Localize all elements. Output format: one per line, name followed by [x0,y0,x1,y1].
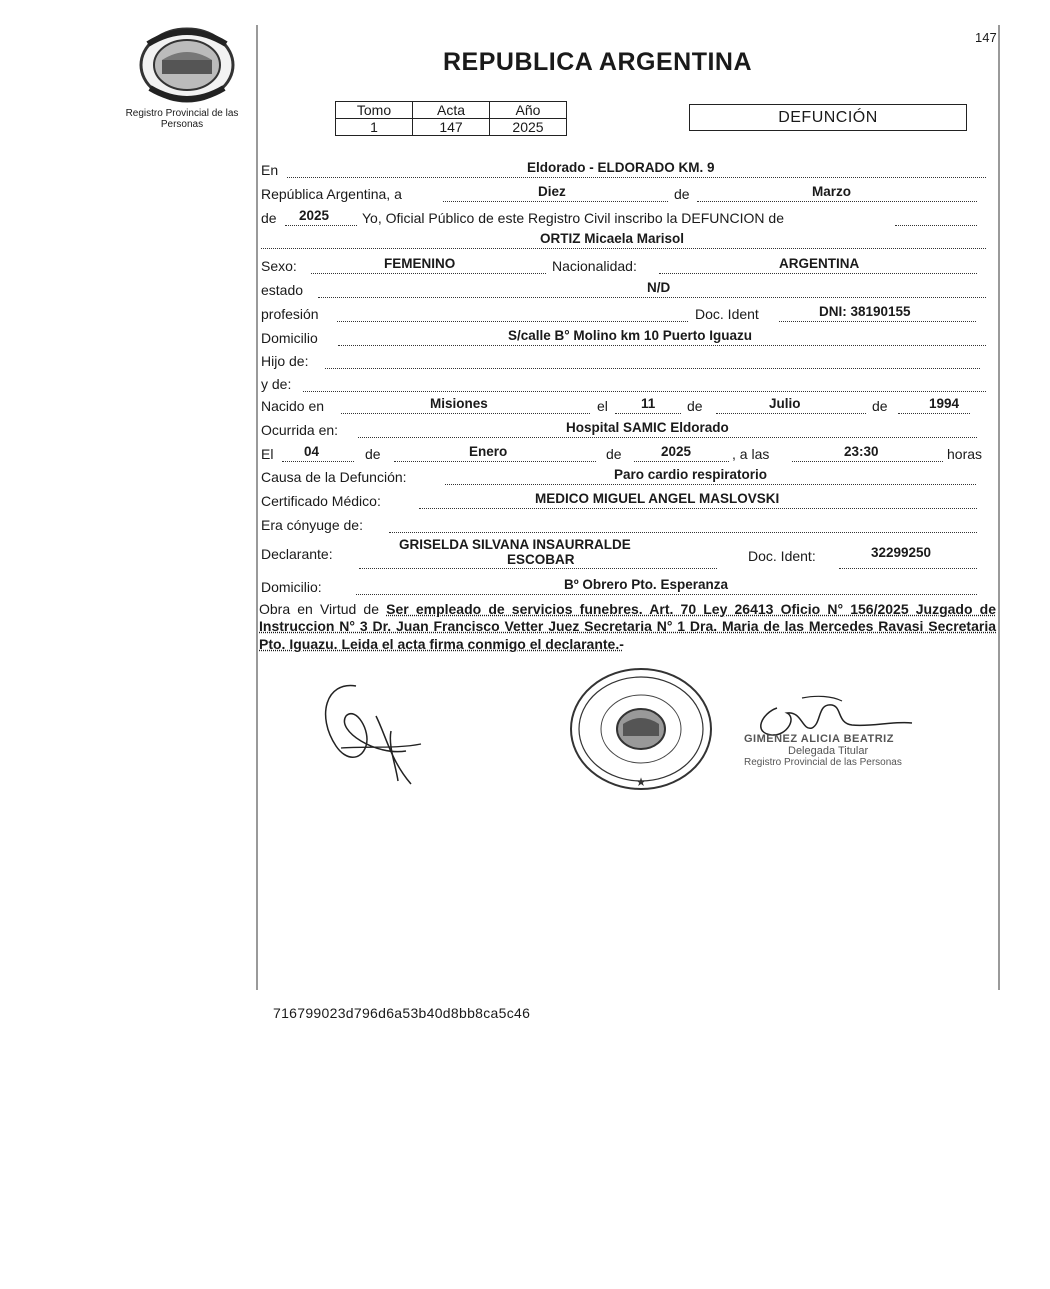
registry-caption: Registro Provincial de las Personas [125,108,239,130]
doc-field [779,304,976,322]
doc2-value: 32299250 [871,545,932,560]
yde-label: y de: [261,376,292,392]
cert-label: Certificado Médico: [261,493,381,509]
anio-label: Año [490,102,567,119]
doc2-label: Doc. Ident: [748,548,816,564]
def-dia-field [282,444,354,462]
doc-label: Doc. Ident [695,306,759,322]
de5-label: de [365,446,381,462]
row-fecha-defuncion [261,444,986,464]
declarante-field [359,537,717,569]
obra-value: Ser empleado de servicios funebres. Art. 70 Ley 26413 Oficio N° 156/2025 Juzgado de Instruccion N° 3 Dr. Juan Francisco Vetter Juez Secretaria N° 1 Dra. Maria de las Mercedes Ravasi Secretaria Pto. Iguazu. Leida el acta firma conmigo el declarante.- [259,601,996,652]
yde-field [303,374,986,392]
svg-text:★: ★ [635,775,647,789]
en-field [287,160,986,178]
sexo-field [311,256,546,274]
def-anio-field [634,444,729,462]
anio-value: 2025 [490,119,567,136]
row-certificado [261,491,986,511]
en-value: Eldorado - ELDORADO KM. 9 [527,160,715,175]
document-type-box: DEFUNCIÓN [689,104,967,131]
declarante-label: Declarante: [261,546,333,562]
sexo-value: FEMENINO [384,256,456,271]
estado-label: estado [261,282,304,298]
de4-label: de [872,398,888,414]
signatory-role: Delegada Titular [788,745,869,757]
row-inscribo [261,208,986,228]
acta-label: Acta [413,102,490,119]
hora-field [792,444,943,462]
row-domicilio [261,328,986,348]
row-domicilio2 [261,577,986,597]
row-fecha [261,184,986,204]
row-nombre [261,231,986,251]
estado-field [318,280,986,298]
conyuge-label: Era cónyuge de: [261,517,363,533]
ocurrida-field [358,420,977,438]
rep-label: República Argentina, a [261,186,402,202]
domicilio2-value: Bº Obrero Pto. Esperanza [564,577,728,592]
nac-mes-value: Julio [769,396,801,411]
dia-value: Diez [538,184,566,199]
dom2-label: Domicilio: [261,579,322,595]
de1-label: de [674,186,690,202]
de3-label: de [687,398,703,414]
row-conyuge [261,515,986,535]
horas-label: horas [947,446,983,462]
row-en [261,160,986,180]
domicilio-value: S/calle B° Molino km 10 Puerto Iguazu [508,328,752,343]
tomo-value: 1 [336,119,413,136]
inscribo-text: Yo, Oficial Público de este Registro Civil inscribo la DEFUNCION de [362,210,784,226]
row-nacido [261,396,986,416]
row-hijo [261,351,986,371]
hijo-label: Hijo de: [261,353,309,369]
acta-value: 147 [413,119,490,136]
row-yde [261,374,986,394]
page-number: 147 [975,30,997,45]
nacionalidad-value: ARGENTINA [779,256,860,271]
en-label: En [261,162,279,178]
nacido-value: Misiones [430,396,488,411]
signatory-block [744,733,902,769]
mes-value: Marzo [812,184,852,199]
right-margin-line [998,25,1000,990]
declarante-signature [316,676,426,788]
nombre-value: ORTIZ Micaela Marisol [540,231,685,246]
obra-label: Obra en Virtud de [259,601,379,617]
tomo-label: Tomo [336,102,413,119]
row-ocurrida [261,420,986,440]
def-anio-value: 2025 [661,444,692,459]
el2-label: El [261,446,274,462]
prof-field [337,304,688,322]
nac-dia-field [615,396,681,414]
de2-label: de [261,210,277,226]
def-mes-value: Enero [469,444,508,459]
nacido-field [341,396,590,414]
doc2-field [839,537,977,569]
causa-field [445,467,976,485]
nac-mes-field [716,396,866,414]
nac-anio-value: 1994 [929,396,960,411]
estado-value: N/D [647,280,671,295]
def-mes-field [394,444,596,462]
dom-field [338,328,986,346]
doc-value: DNI: 38190155 [819,304,911,319]
province-seal-logo [138,26,236,104]
obra-en-virtud-paragraph [259,601,996,653]
alas-label: , a las [732,446,770,462]
nac-field [659,256,977,274]
document-hash: 716799023d796d6a53b40d8bb8ca5c46 [273,1005,531,1021]
ocurrida-label: Ocurrida en: [261,422,339,438]
hora-value: 23:30 [844,444,879,459]
causa-label: Causa de la Defunción: [261,469,407,485]
declarante-value-2: ESCOBAR [507,552,575,567]
official-stamp [566,664,716,794]
causa-value: Paro cardio respiratorio [614,467,768,482]
signatory-name: GIMENEZ ALICIA BEATRIZ [744,733,894,745]
el-label: el [597,398,608,414]
inscribo-blank [895,208,977,226]
declarante-value-1: GRISELDA SILVANA INSAURRALDE [399,537,631,552]
anio-inscr-value: 2025 [299,208,330,223]
mes-field [697,184,977,202]
tomo-acta-anio-table [335,101,567,136]
nac-label: Nacionalidad: [552,258,637,274]
page-title: REPUBLICA ARGENTINA [443,48,753,76]
nac-dia-value: 11 [641,396,656,411]
row-estado [261,280,986,300]
dom-label: Domicilio [261,330,318,346]
cert-value: MEDICO MIGUEL ANGEL MASLOVSKI [535,491,780,506]
left-margin-line [256,25,258,990]
nacido-label: Nacido en [261,398,325,414]
dom2-field [356,577,977,595]
cert-field [419,491,977,509]
conyuge-field [389,515,977,533]
row-declarante [261,537,986,573]
row-sexo [261,256,986,276]
hijo-field [325,351,980,369]
def-dia-value: 04 [304,444,320,459]
row-causa [261,467,986,487]
sexo-label: Sexo: [261,258,297,274]
nac-anio-field [898,396,970,414]
row-profesion [261,304,986,324]
dia-field [443,184,668,202]
ocurrida-value: Hospital SAMIC Eldorado [566,420,729,435]
de6-label: de [606,446,622,462]
anio-field [285,208,357,226]
prof-label: profesión [261,306,319,322]
nombre-field [261,231,986,249]
signatory-org: Registro Provincial de las Personas [744,757,902,768]
